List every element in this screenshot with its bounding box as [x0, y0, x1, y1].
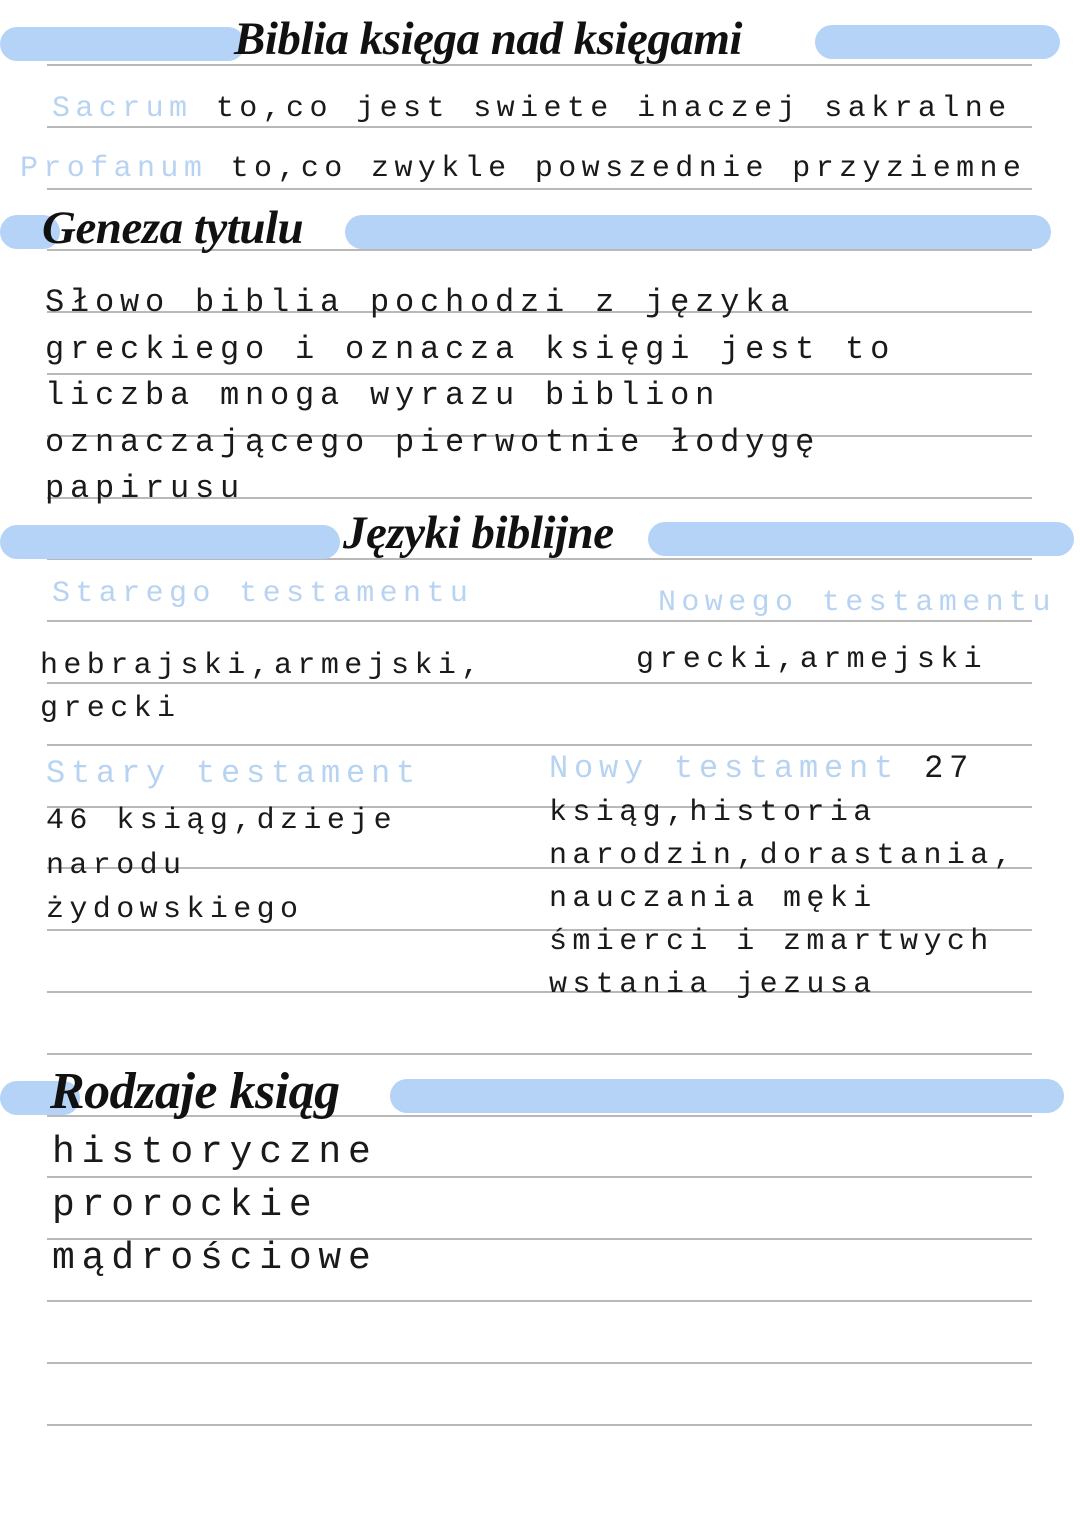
page-title: Biblia księga nad księgami	[234, 13, 742, 65]
new-testament-label: Nowego testamentu	[658, 586, 1056, 620]
new-testament-description	[549, 792, 1017, 1007]
old-testament-heading: Stary testament	[46, 755, 422, 792]
text-line: greckiego i oznacza księgi jest to	[45, 330, 896, 368]
ruled-line	[47, 620, 1032, 622]
highlight-bar	[648, 522, 1074, 556]
highlight-bar	[0, 525, 340, 559]
definition-profanum	[20, 152, 1026, 186]
ruled-line	[47, 126, 1032, 128]
ruled-line	[47, 744, 1032, 746]
list-item: historyczne	[52, 1131, 378, 1174]
section-heading-kinds: Rodzaje ksiąg	[50, 1063, 340, 1120]
section-heading-genesis: Geneza tytulu	[42, 202, 304, 254]
highlight-bar	[815, 25, 1060, 59]
text-line: grecki	[40, 692, 181, 726]
genesis-text	[45, 280, 895, 513]
old-testament-languages	[40, 645, 485, 731]
section-heading-languages: Języki biblijne	[343, 507, 614, 559]
ruled-line	[47, 1362, 1032, 1364]
old-testament-label: Starego testamentu	[52, 577, 474, 611]
text-line: hebrajski,armejski,	[40, 649, 485, 683]
text-line: oznaczającego pierwotnie łodygę	[45, 423, 821, 461]
kinds-list	[52, 1126, 378, 1285]
list-item: prorockie	[52, 1184, 319, 1227]
highlight-bar	[390, 1079, 1064, 1113]
ruled-line	[47, 1053, 1032, 1055]
text-line: papirusu	[45, 470, 246, 507]
definition-text: to,co zwykle powszednie przyziemne	[230, 152, 1027, 186]
text-line: grecki,armejski	[636, 643, 988, 677]
text-line: Słowo biblia pochodzi z języka	[45, 284, 796, 321]
text-line: liczba mnoga wyrazu biblion	[45, 377, 721, 414]
ruled-line	[47, 188, 1032, 190]
text-line: narodzin,dorastania,	[549, 839, 1018, 873]
definition-sacrum	[52, 92, 1012, 126]
text-line: narodu	[46, 848, 187, 883]
text-line: żydowskiego	[46, 893, 304, 927]
ruled-line	[47, 1300, 1032, 1302]
text-line: 46 ksiąg,dzieje	[46, 804, 398, 838]
text-line: nauczania męki	[549, 882, 877, 916]
text-line: śmierci i zmartwych	[549, 925, 994, 959]
definition-text: to,co jest swiete inaczej sakralne	[215, 92, 1012, 126]
new-testament-heading	[549, 750, 974, 787]
list-item: mądrościowe	[52, 1237, 378, 1280]
book-count: 27	[924, 750, 975, 787]
highlight-bar	[345, 215, 1051, 249]
old-testament-description	[46, 799, 397, 933]
text-line: ksiąg,historia	[549, 796, 877, 830]
highlight-bar	[0, 27, 245, 61]
new-testament-label: Nowy testament	[549, 750, 900, 787]
text-line: wstania jezusa	[549, 968, 877, 1002]
term-label: Sacrum	[52, 92, 193, 126]
term-label: Profanum	[20, 152, 208, 186]
new-testament-languages	[636, 643, 987, 677]
ruled-line	[47, 1424, 1032, 1426]
